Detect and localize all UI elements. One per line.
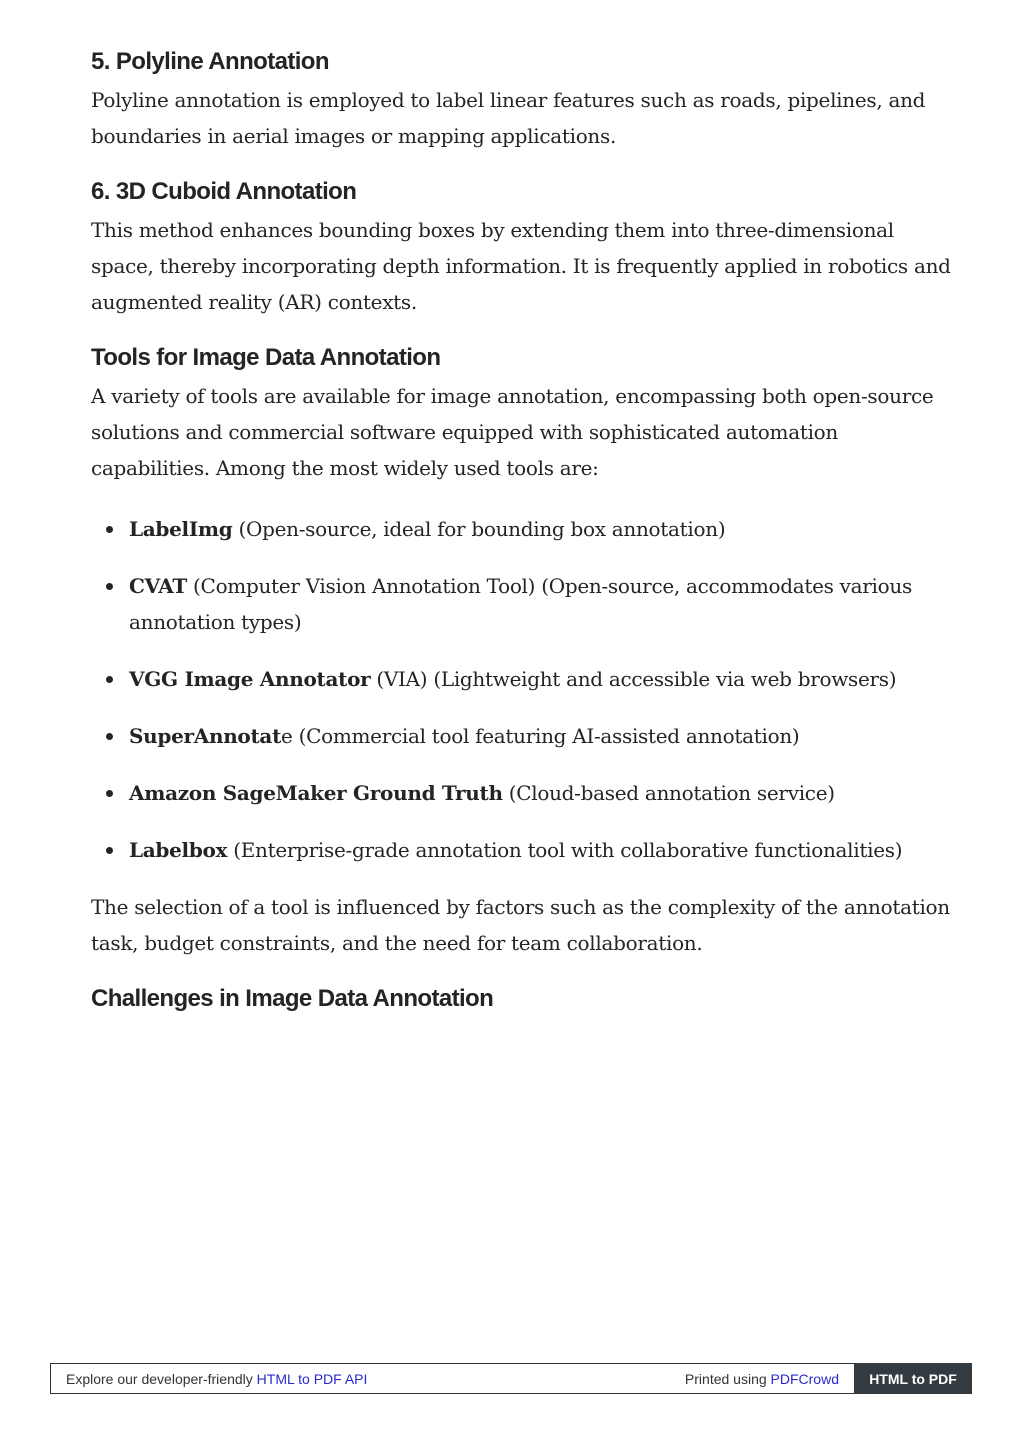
section-heading-tools: Tools for Image Data Annotation: [91, 344, 441, 371]
tool-name: CVAT: [129, 574, 187, 598]
tool-selection-paragraph: The selection of a tool is influenced by factors such as the complexity of the annotation task, budget constraints, and the need for team collaboration.: [91, 895, 950, 955]
tool-description: (Enterprise-grade annotation tool with collaborative functionalities): [227, 838, 903, 862]
section-paragraph-tools: A variety of tools are available for image annotation, encompassing both open-source solutions and commercial software equipped with sophisticated automation capabilities. Among the most widely used tools are:: [91, 384, 934, 480]
section-heading-polyline: 5. Polyline Annotation: [91, 48, 329, 75]
footer-promo: [51, 1371, 685, 1387]
tool-name: LabelImg: [129, 517, 233, 541]
section-paragraph-polyline: Polyline annotation is employed to label linear features such as roads, pipelines, and boundaries in aerial images or mapping applications.: [91, 88, 926, 148]
footer-promo-text: Explore our developer-friendly: [66, 1370, 257, 1387]
html-to-pdf-badge[interactable]: HTML to PDF: [854, 1363, 972, 1394]
bullet-icon: [106, 526, 113, 533]
bullet-icon: [106, 790, 113, 797]
bullet-icon: [106, 847, 113, 854]
pdfcrowd-link[interactable]: PDFCrowd: [770, 1370, 839, 1387]
section-heading-3d-cuboid: 6. 3D Cuboid Annotation: [91, 178, 357, 205]
list-item: [91, 832, 951, 868]
article-content: [91, 46, 951, 1015]
list-item: [91, 511, 951, 547]
tool-name: VGG Image Annotator: [129, 667, 371, 691]
tool-name: Amazon SageMaker Ground Truth: [129, 781, 503, 805]
bullet-icon: [106, 676, 113, 683]
tool-description: (Open-source, ideal for bounding box annotation): [232, 517, 726, 541]
list-item: [91, 718, 951, 754]
tool-description: (Computer Vision Annotation Tool) (Open-source, accommodates various annotation types): [129, 574, 912, 634]
list-item: [91, 568, 951, 640]
list-item: [91, 661, 951, 697]
section-heading-challenges: Challenges in Image Data Annotation: [91, 985, 494, 1012]
html-to-pdf-api-link[interactable]: HTML to PDF API: [256, 1370, 368, 1387]
footer-printed-text: Printed using: [684, 1370, 771, 1387]
list-item: [91, 775, 951, 811]
tools-list: [91, 511, 951, 868]
section-paragraph-3d-cuboid: This method enhances bounding boxes by extending them into three-dimensional space, thereby incorporating depth information. It is frequently applied in robotics and augmented reality (AR) contexts.: [91, 218, 951, 314]
pdfcrowd-footer: [50, 1363, 972, 1394]
tool-description: (Cloud-based annotation service): [502, 781, 835, 805]
tool-name: SuperAnnotat: [129, 724, 282, 748]
tool-name: Labelbox: [129, 838, 228, 862]
footer-printed-using: [685, 1371, 854, 1387]
tool-description: e (Commercial tool featuring AI-assisted annotation): [281, 724, 800, 748]
bullet-icon: [106, 733, 113, 740]
tool-description: (VIA) (Lightweight and accessible via web browsers): [370, 667, 897, 691]
bullet-icon: [106, 583, 113, 590]
